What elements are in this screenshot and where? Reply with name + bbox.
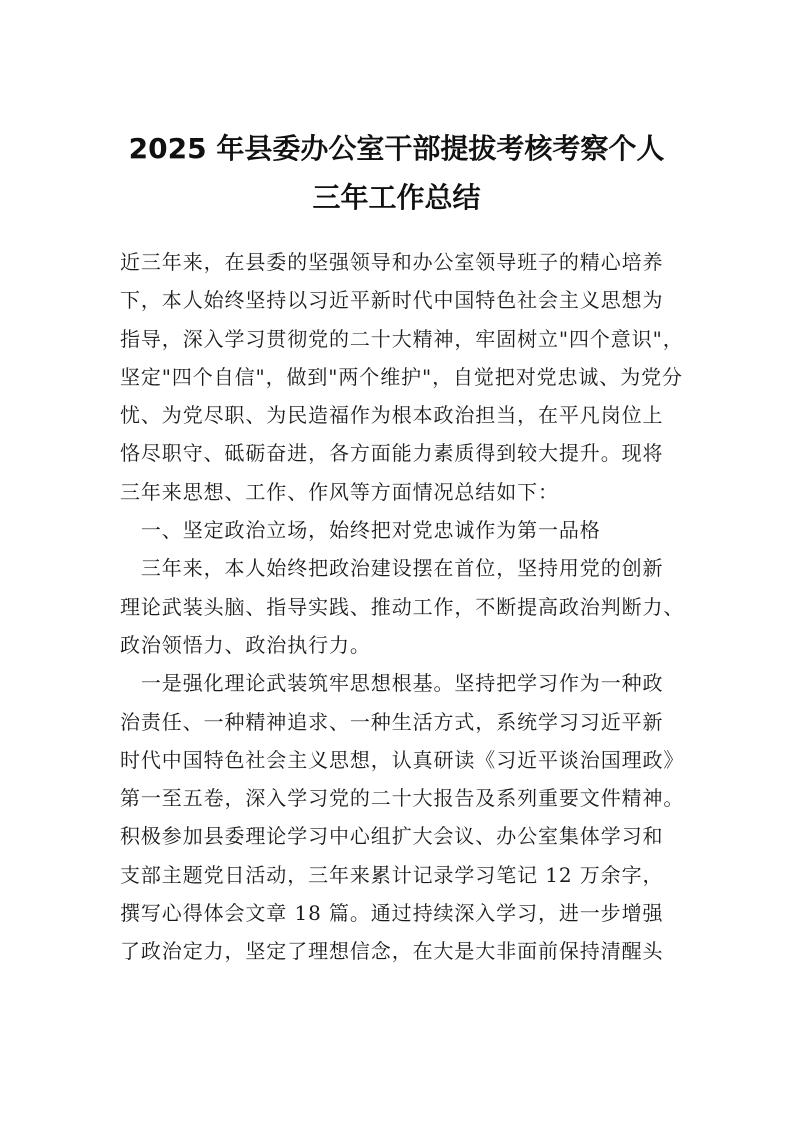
section-heading: 一、坚定政治立场，始终把对党忠诚作为第一品格 xyxy=(120,518,601,543)
body-line: 坚定"四个自信"，做到"两个维护"，自觉把对党忠诚、为党分 xyxy=(120,364,683,389)
body-line: 政治领悟力、政治执行力。 xyxy=(120,632,371,657)
body-line: 治责任、一种精神追求、一种生活方式，系统学习习近平新 xyxy=(120,709,664,734)
body-line: 了政治定力，坚定了理想信念，在大是大非面前保持清醒头 xyxy=(120,939,664,964)
document-body xyxy=(120,243,700,971)
body-line: 近三年来，在县委的坚强领导和办公室领导班子的精心培养 xyxy=(120,250,664,274)
body-line: 第一至五卷，深入学习党的二十大报告及系列重要文件精神。 xyxy=(120,786,685,811)
body-line: 支部主题党日活动，三年来累计记录学习笔记 12 万余字， xyxy=(120,862,664,887)
body-line: 下，本人始终坚持以习近平新时代中国特色社会主义思想为 xyxy=(120,288,664,313)
body-line: 理论武装头脑、指导实践、推动工作，不断提高政治判断力、 xyxy=(120,594,685,619)
body-line: 时代中国特色社会主义思想，认真研读《习近平谈治国理政》 xyxy=(120,747,685,772)
document-title-line-2: 三年工作总结 xyxy=(312,181,481,214)
document-title-line-1: 2025 年县委办公室干部提拔考核考察个人 xyxy=(128,132,665,165)
body-line: 指导，深入学习贯彻党的二十大精神，牢固树立"四个意识"， xyxy=(120,326,684,351)
body-line: 一是强化理论武装筑牢思想根基。坚持把学习作为一种政 xyxy=(120,671,664,696)
body-line: 撰写心得体会文章 18 篇。通过持续深入学习，进一步增强 xyxy=(120,901,664,926)
body-line: 三年来思想、工作、作风等方面情况总结如下： xyxy=(120,479,559,504)
body-line: 忧、为党尽职、为民造福作为根本政治担当，在平凡岗位上 xyxy=(120,403,664,428)
body-line: 恪尽职守、砥砺奋进，各方面能力素质得到较大提升。现将 xyxy=(120,441,664,466)
body-line: 三年来，本人始终把政治建设摆在首位，坚持用党的创新 xyxy=(120,556,664,581)
body-line: 积极参加县委理论学习中心组扩大会议、办公室集体学习和 xyxy=(120,824,664,849)
